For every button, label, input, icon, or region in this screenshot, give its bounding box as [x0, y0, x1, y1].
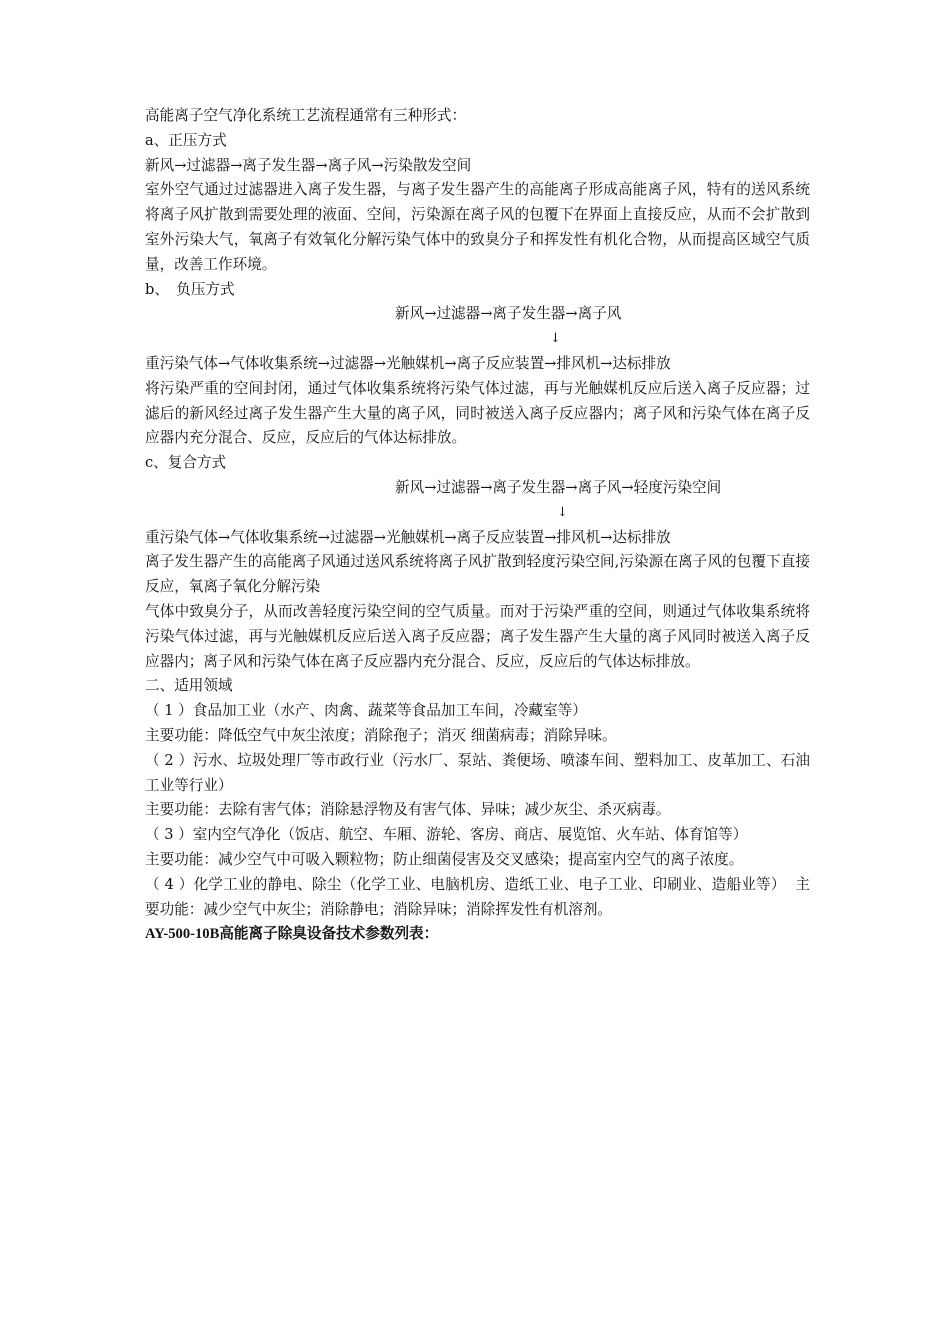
- application-item-label: （ 3 ）室内空气净化（饭店、航空、车厢、游轮、客房、商店、展览馆、火车站、体育馆等）: [145, 826, 748, 844]
- section-c-description-2: 气体中致臭分子，从而改善轻度污染空间的空气质量。而对于污染严重的空间，则通过气体收集系统将污染气体过滤，再与光触媒机反应后送入离子反应器；离子发生器产生大量的离子风同时被送入离子反应器内；离子风和污染气体在离子反应器内充分混合、反应，反应后的气体达标排放。: [145, 602, 810, 670]
- applications-title: 二、适用领域: [145, 677, 233, 695]
- section-b-flow-main: 重污染气体→气体收集系统→过滤器→光触媒机→离子反应装置→排风机→达标排放: [145, 354, 671, 372]
- application-item-4: [145, 873, 810, 923]
- down-arrow-icon: ↓: [557, 504, 568, 520]
- application-item-label: （ 1 ）食品加工业（水产、肉禽、蔬菜等食品加工车间，冷藏室等）: [145, 702, 587, 720]
- application-item-function: 主要功能：减少空气中可吸入颗粒物；防止细菌侵害及交叉感染；提高室内空气的离子浓度。: [145, 850, 744, 868]
- section-c-description-1: 离子发生器产生的高能离子风通过送风系统将离子风扩散到轻度污染空间,污染源在离子风的包覆下直接反应，氧离子氧化分解污染: [145, 553, 810, 596]
- down-arrow-icon: ↓: [550, 331, 561, 347]
- table-heading: AY-500-10B高能离子除臭设备技术参数列表：: [145, 926, 439, 943]
- application-item-function: 主要功能：去除有害气体；消除悬浮物及有害气体、异味；减少灰尘、杀灭病毒。: [145, 801, 671, 819]
- application-item-function: 主要功能：降低空气中灰尘浓度；消除孢子；消灭 细菌病毒；消除异味。: [145, 726, 617, 744]
- section-c-flow-main: 重污染气体→气体收集系统→过滤器→光触媒机→离子反应装置→排风机→达标排放: [145, 528, 671, 546]
- document-body: [145, 104, 810, 947]
- section-b-flow-top: 新风→过滤器→离子发生器→离子风: [395, 305, 622, 323]
- section-b-title: b、 负压方式: [145, 280, 235, 298]
- section-a-title: a、正压方式: [145, 131, 227, 149]
- section-c-title: c、复合方式: [145, 454, 227, 472]
- application-item-label: （ 4 ）化学工业的静电、除尘（化学工业、电脑机房、造纸工业、电子工业、印刷业、造船业等）: [145, 875, 786, 893]
- section-c-flow-top: 新风→过滤器→离子发生器→离子风→轻度污染空间: [395, 478, 722, 496]
- application-item-label: （ 2 ）污水、垃圾处理厂等市政行业（污水厂、泵站、粪便场、喷漆车间、塑料加工、皮革加工、石油工业等行业）: [145, 751, 810, 794]
- section-a-flow: 新风→过滤器→离子发生器→离子风→污染散发空间: [145, 156, 472, 174]
- section-a-description: 室外空气通过过滤器进入离子发生器，与离子发生器产生的高能离子形成高能离子风，特有的送风系统将离子风扩散到需要处理的液面、空间，污染源在离子风的包覆下在界面上直接反应，从而不会扩散到室外污染大气，氧离子有效氧化分解污染气体中的致臭分子和挥发性有机化合物，从而提高区域空气质量，改善工作环境。: [145, 181, 810, 273]
- section-b-description: 将污染严重的空间封闭，通过气体收集系统将污染气体过滤，再与光触媒机反应后送入离子反应器；过滤后的新风经过离子发生器产生大量的离子风，同时被送入离子反应器内；离子风和污染气体在离子反应器内充分混合、反应，反应后的气体达标排放。: [145, 379, 810, 447]
- application-item-function: 主要功能：减少空气中灰尘；消除静电；消除异味；消除挥发性有机溶剂。: [145, 875, 810, 918]
- intro-text: 高能离子空气净化系统工艺流程通常有三种形式：: [145, 107, 467, 124]
